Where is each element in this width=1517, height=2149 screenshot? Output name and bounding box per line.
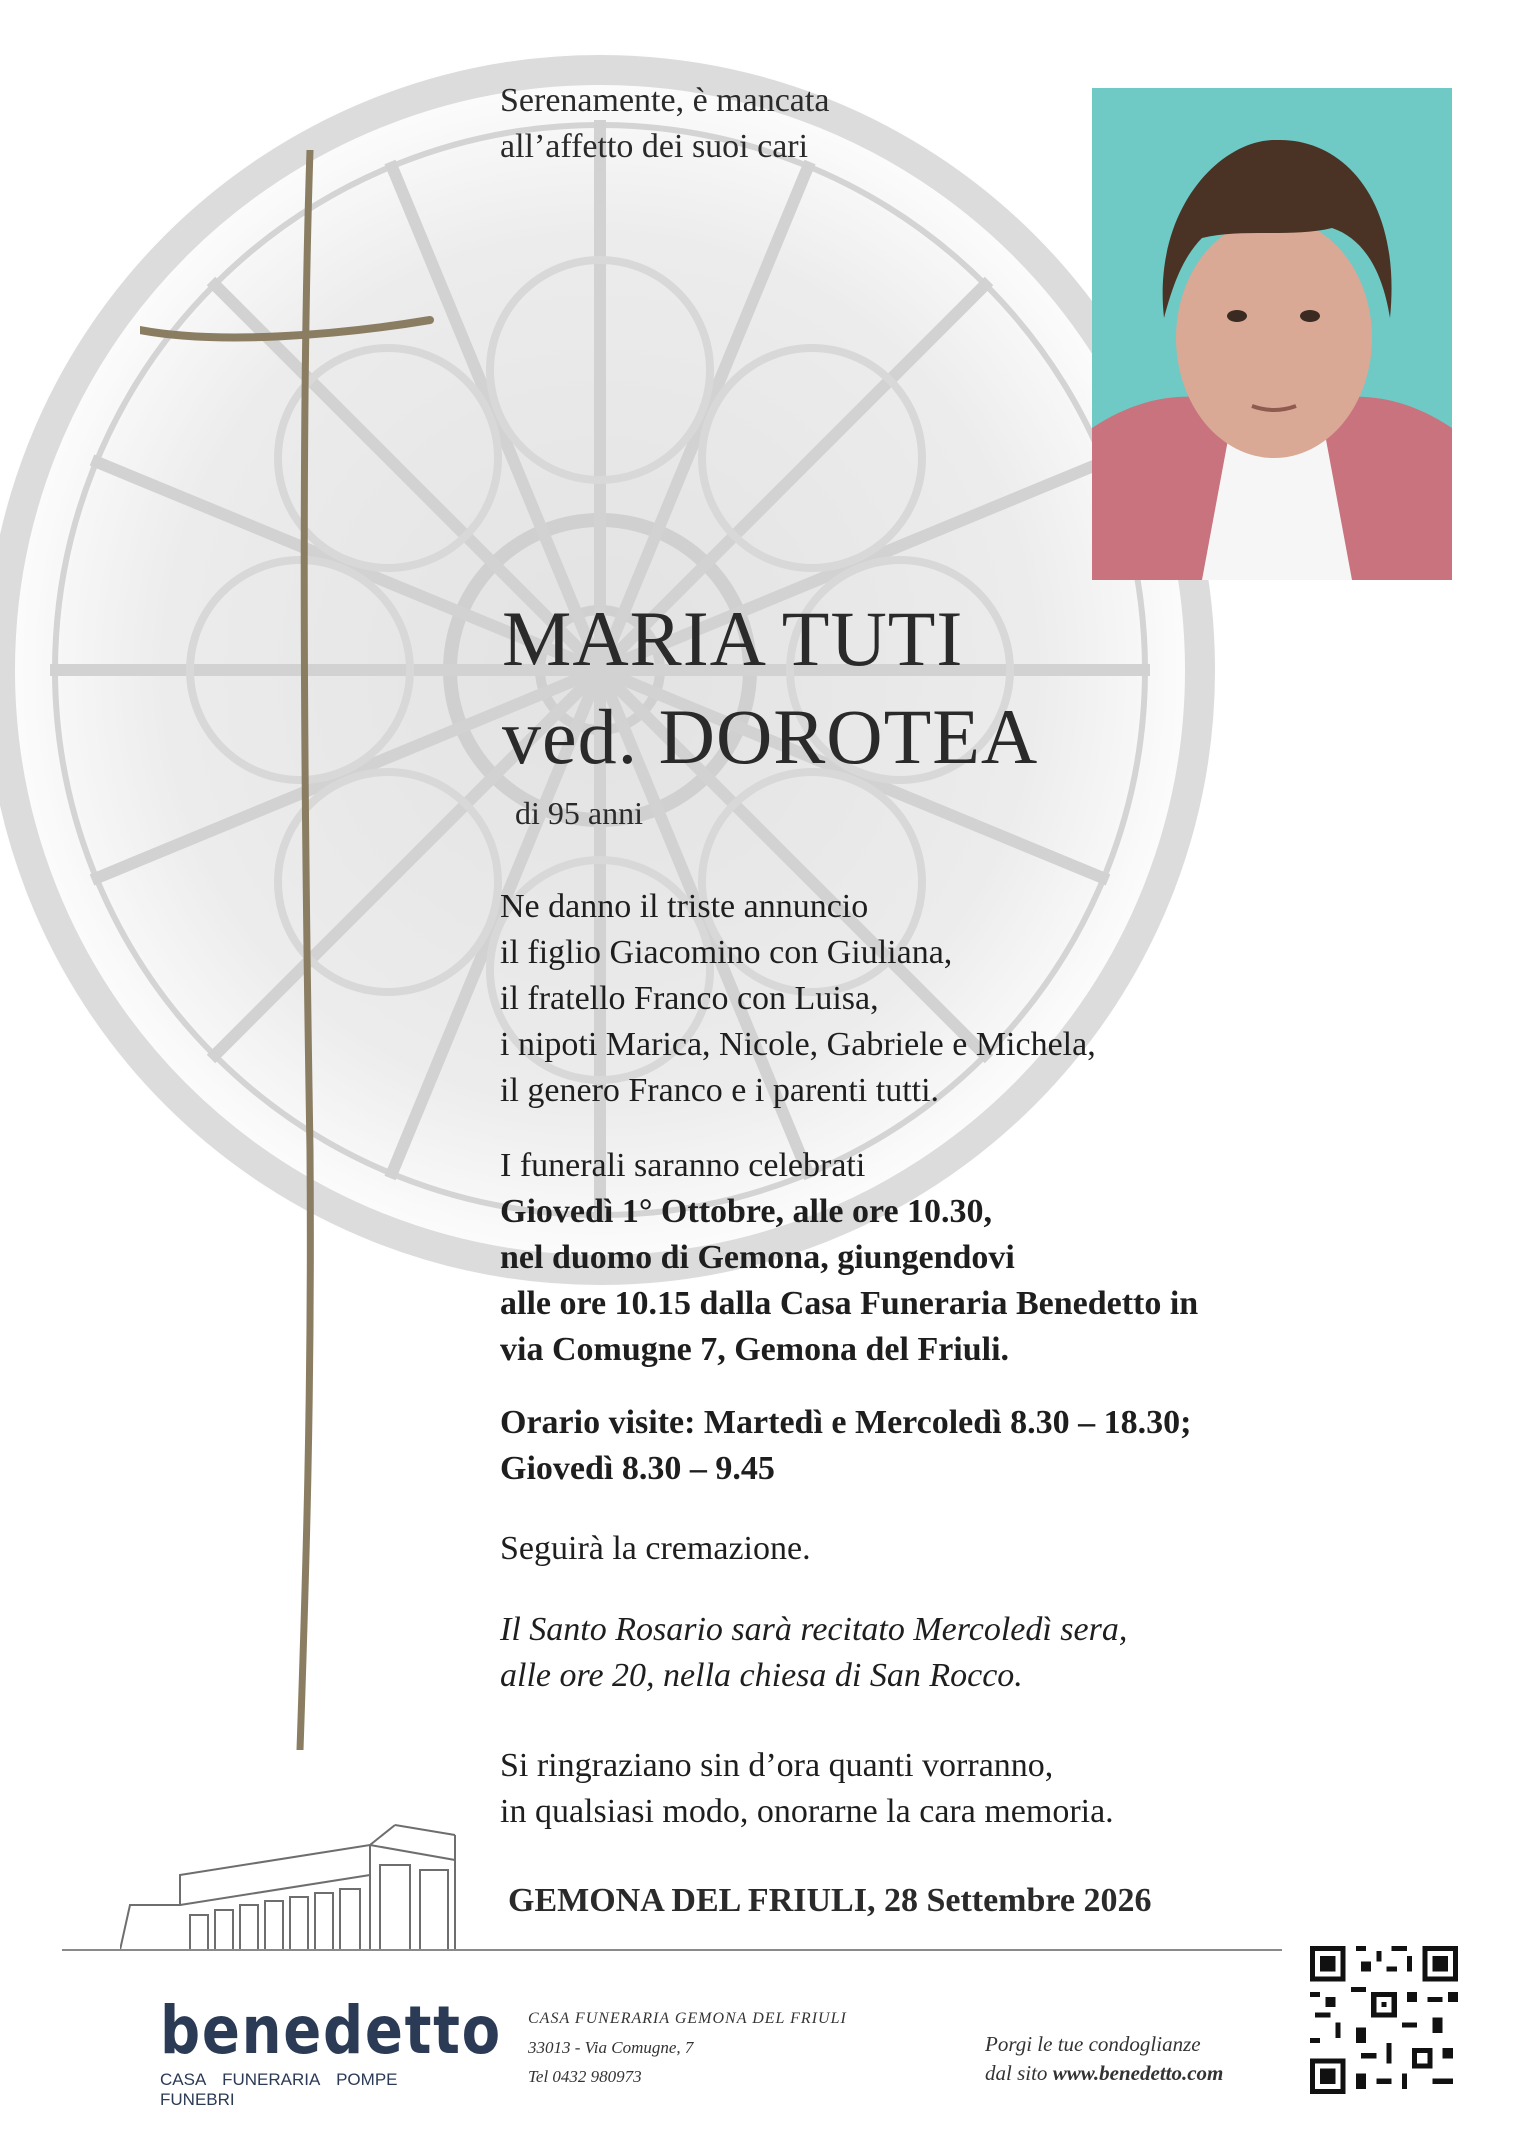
funeral-line: via Comugne 7, Gemona del Friuli. — [500, 1331, 1010, 1368]
announcement-line: il figlio Giacomino con Giuliana, — [500, 934, 953, 971]
visits-line: Giovedì 8.30 – 9.45 — [500, 1450, 775, 1487]
funeral-intro: I funerali saranno celebrati — [500, 1147, 866, 1184]
phone-line: Tel 0432 980973 — [528, 2067, 642, 2086]
logo-tagline: CASA FUNERARIA POMPE FUNEBRI — [160, 2070, 398, 2109]
place-date: GEMONA DEL FRIULI, 28 Settembre 2026 — [508, 1882, 1152, 1919]
funeral-home-building-icon — [120, 1805, 500, 1955]
address-title: CASA FUNERARIA GEMONA DEL FRIULI — [528, 2010, 847, 2027]
website-link[interactable]: www.benedetto.com — [1052, 2061, 1224, 2085]
thanks-line: in qualsiasi modo, onorarne la cara memoria. — [500, 1793, 1114, 1830]
age-text: di 95 anni — [515, 795, 643, 831]
announcement-block — [500, 884, 1096, 1114]
announcement-line: Ne danno il triste annuncio — [500, 888, 869, 925]
condolences-block — [985, 2030, 1223, 2088]
footer-divider — [62, 1949, 1282, 1951]
rosary-line: alle ore 20, nella chiesa di San Rocco. — [500, 1657, 1023, 1694]
deceased-name — [502, 590, 1038, 786]
cross-icon — [140, 150, 460, 1750]
announcement-line: il fratello Franco con Luisa, — [500, 980, 879, 1017]
visits-line: Orario visite: Martedì e Mercoledì 8.30 – 18.30; — [500, 1404, 1192, 1441]
benedetto-logo — [160, 1992, 502, 2110]
opening-line: Serenamente, è mancata — [500, 82, 830, 119]
announcement-line: il genero Franco e i parenti tutti. — [500, 1072, 940, 1109]
announcement-line: i nipoti Marica, Nicole, Gabriele e Michela, — [500, 1026, 1096, 1063]
qr-code-icon[interactable] — [1310, 1946, 1458, 2094]
logo-word: benedetto — [160, 1992, 502, 2069]
thanks-text — [500, 1743, 1114, 1835]
portrait-photo — [1092, 88, 1452, 580]
funeral-line: Giovedì 1° Ottobre, alle ore 10.30, — [500, 1193, 993, 1230]
visiting-hours — [500, 1400, 1191, 1492]
condolences-line: Porgi le tue condoglianze — [985, 2032, 1201, 2056]
condolences-prefix: dal sito — [985, 2061, 1053, 2085]
condolences-line — [985, 2059, 1223, 2088]
rosary-text — [500, 1607, 1127, 1699]
opening-line: all’affetto dei suoi cari — [500, 128, 809, 165]
funeral-block — [500, 1143, 1198, 1373]
thanks-line: Si ringraziano sin d’ora quanti vorranno, — [500, 1747, 1054, 1784]
rosary-line: Il Santo Rosario sarà recitato Mercoledì sera, — [500, 1611, 1128, 1648]
name-line: MARIA TUTI — [502, 595, 964, 682]
opening-text — [500, 78, 829, 170]
widow-line: ved. DOROTEA — [502, 693, 1039, 780]
cremation-text: Seguirà la cremazione. — [500, 1530, 811, 1567]
address-block — [528, 2004, 847, 2091]
address-line: 33013 - Via Comugne, 7 — [528, 2038, 694, 2057]
funeral-line: nel duomo di Gemona, giungendovi — [500, 1239, 1015, 1276]
funeral-line: alle ore 10.15 dalla Casa Funeraria Benedetto in — [500, 1285, 1199, 1322]
